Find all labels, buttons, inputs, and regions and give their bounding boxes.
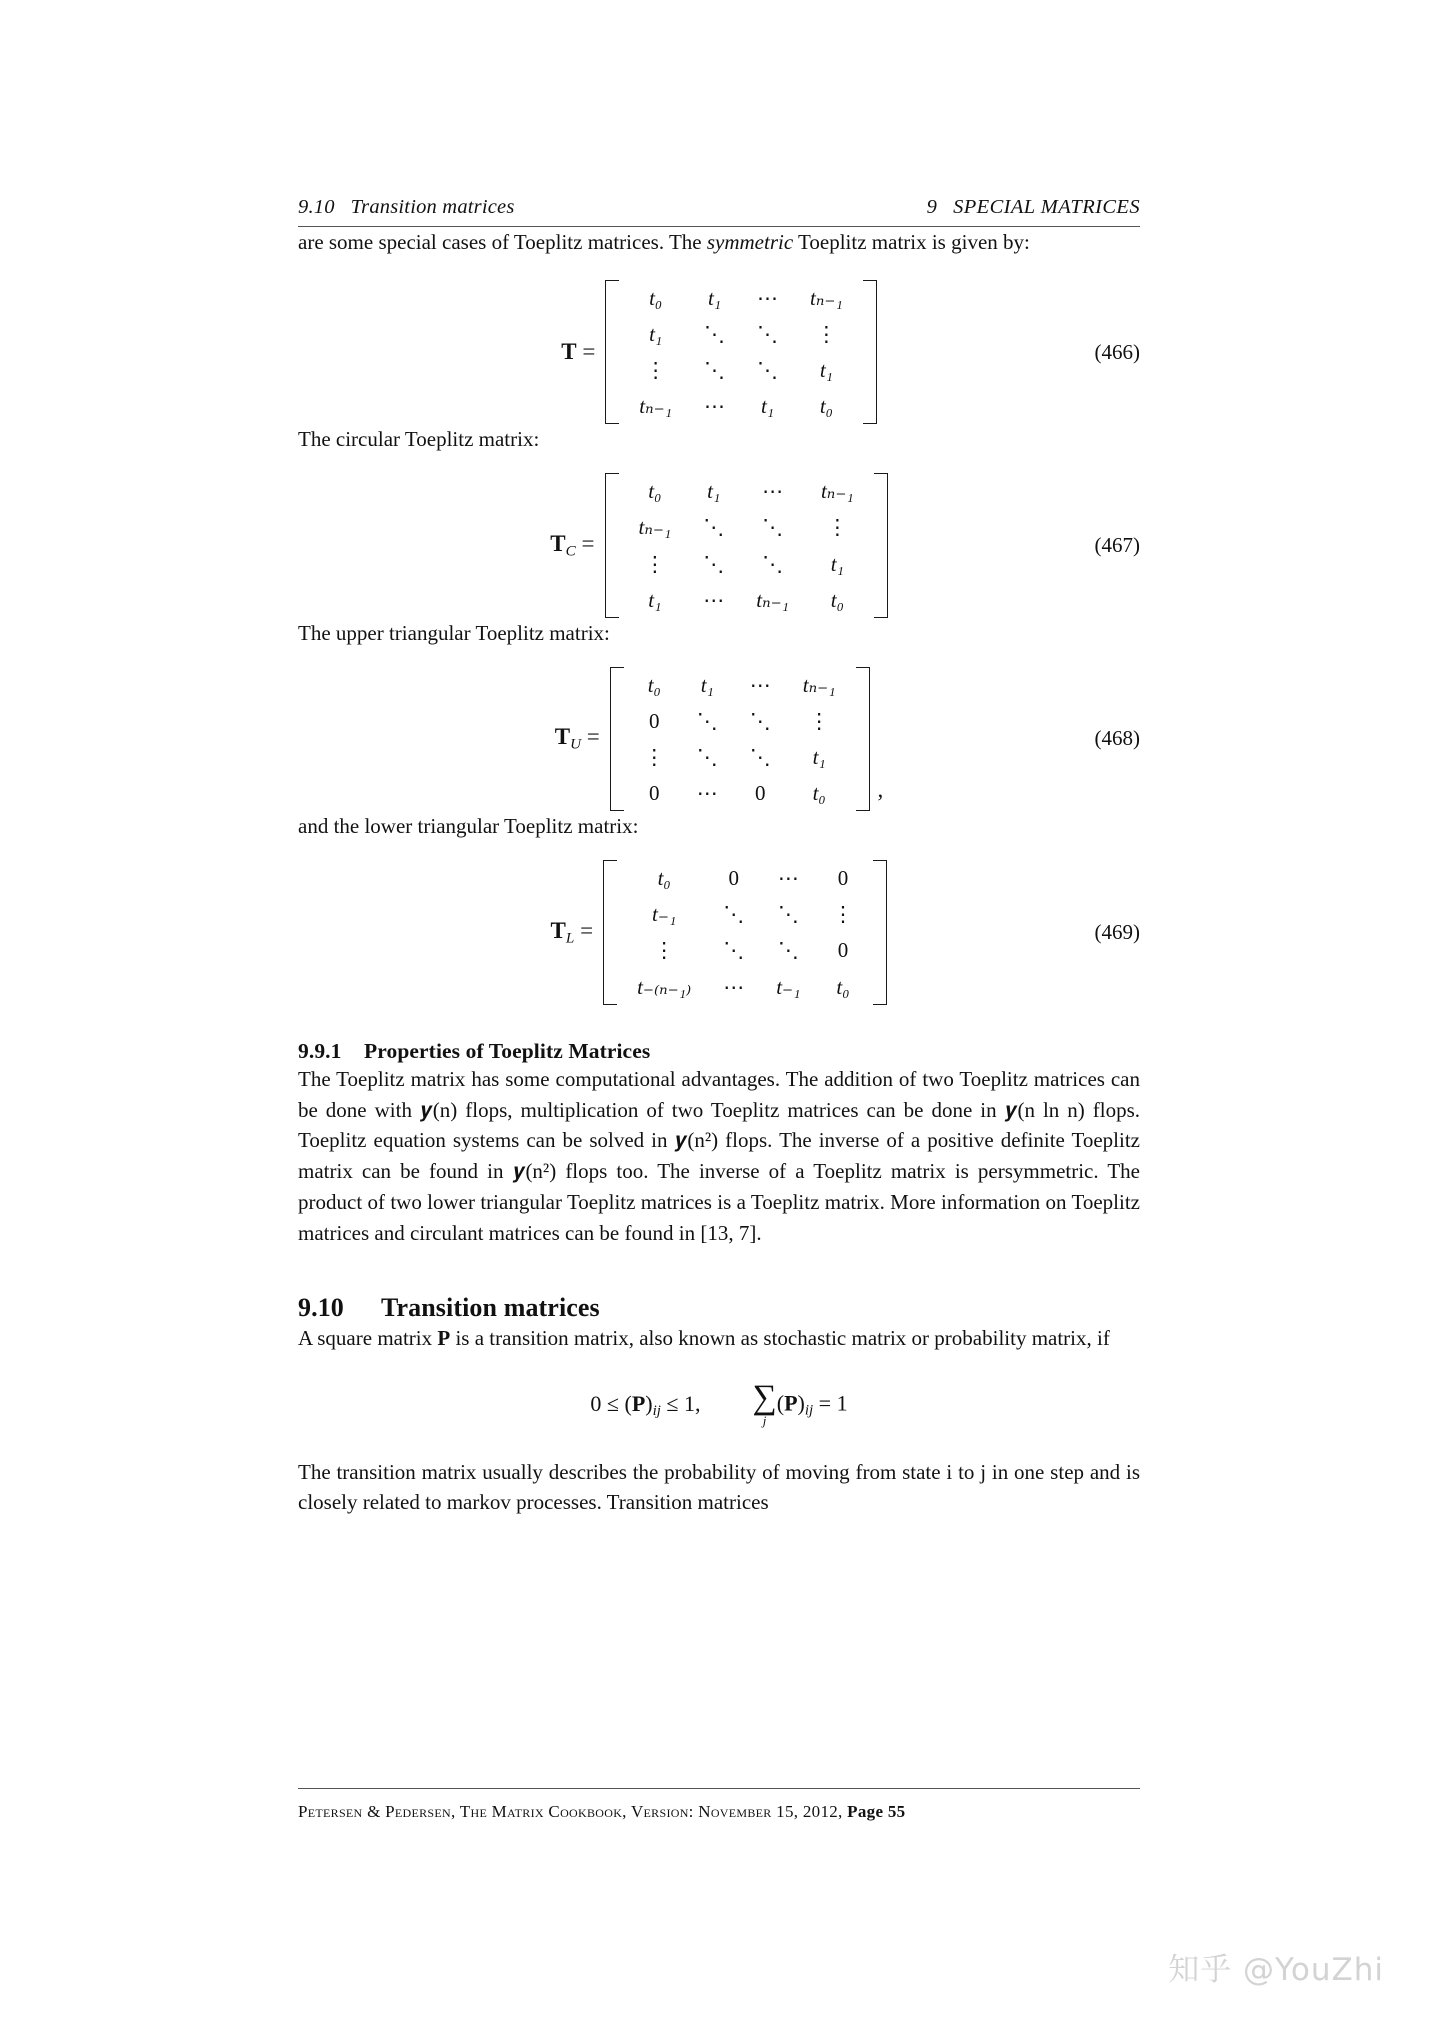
matrix-cell: t₀ — [657, 866, 671, 891]
bracket-right — [863, 280, 877, 425]
matrix-row — [623, 582, 870, 618]
equation-466-lhs — [561, 339, 595, 365]
matrix-cell: 0 — [837, 938, 849, 963]
running-header-right-title: SPECIAL MATRICES — [953, 196, 1140, 218]
matrix-cell: t₀ — [649, 285, 663, 310]
running-header-left — [298, 196, 515, 219]
running-header-left-title: Transition matrices — [350, 196, 515, 218]
matrix-row — [628, 775, 852, 811]
matrix-cell: ⋯ — [704, 394, 726, 419]
bracket-right — [874, 473, 888, 618]
matrix-row — [621, 932, 869, 968]
matrix-cell: ⋱ — [762, 515, 784, 540]
equation-block-469 — [298, 860, 1140, 1005]
paragraph-9-10-text-1: A square matrix — [298, 1325, 438, 1350]
equation-468-trailing-comma: , — [877, 777, 884, 803]
matrix-cell: ⋱ — [757, 322, 779, 346]
equals-sign: = — [580, 917, 594, 943]
matrix-cell: t₁ — [819, 358, 833, 383]
matrix-cell: t₋₁ — [776, 974, 801, 999]
matrix-row — [628, 739, 852, 775]
lead-in-circular: The circular Toeplitz matrix: — [298, 427, 540, 452]
matrix-cell: ⋮ — [808, 708, 830, 733]
matrix-cell: 0 — [649, 708, 660, 733]
matrix-symbol-P: P — [631, 1390, 646, 1416]
matrix-cell: 0 — [649, 781, 660, 806]
equation-number-468: (468) — [1094, 726, 1140, 751]
matrix-cell: ⋮ — [832, 902, 854, 927]
summation-index: j — [762, 1412, 767, 1428]
matrix-cell: ⋱ — [703, 551, 725, 576]
matrix-cell: ⋯ — [749, 672, 771, 697]
matrix-cell: ⋱ — [723, 938, 745, 963]
matrix-row — [623, 546, 870, 582]
matrix-symbol-T: T — [561, 339, 577, 365]
matrix-cell: ⋱ — [704, 322, 726, 346]
intro-text-2: Toeplitz matrix is given by: — [793, 230, 1030, 254]
matrix-cell: tₙ₋₁ — [820, 479, 854, 504]
equation-468-math — [555, 667, 884, 812]
matrix-symbol-TU: T — [554, 724, 571, 750]
footer-page-number: Page 55 — [847, 1802, 906, 1821]
heading-9-9-1 — [298, 1039, 1140, 1064]
equation-468-lhs — [555, 724, 600, 753]
sigma-icon: ∑ — [752, 1378, 777, 1416]
matrix-row — [621, 969, 869, 1005]
matrix-cell: t₁ — [760, 394, 775, 419]
running-header-left-number: 9.10 — [298, 196, 335, 218]
bracket-left — [603, 860, 617, 1005]
matrix-row — [623, 352, 858, 388]
bracket-right — [856, 667, 870, 812]
matrix-cell: t₀ — [812, 781, 826, 806]
heading-9-9-1-title: Properties of Toeplitz Matrices — [364, 1038, 651, 1063]
page-content — [298, 196, 1140, 1518]
matrix-row — [623, 316, 858, 352]
matrix-cell: ⋱ — [696, 708, 718, 733]
lead-in-upper: The upper triangular Toeplitz matrix: — [298, 620, 610, 645]
matrix-cell: t₀ — [830, 587, 844, 612]
matrix-symbol-P: P — [437, 1325, 451, 1350]
matrix-cell: t₁ — [707, 285, 722, 310]
bracket-left — [610, 667, 624, 812]
paragraph-9-10-body: The transition matrix usually describes the probability of moving from state i to j in one step and is closely related to markov processes. Transition matrices — [298, 1459, 1140, 1515]
matrix-row — [623, 280, 858, 316]
display-equation-left: 0 ≤ (P)ij ≤ 1, — [590, 1390, 701, 1419]
matrix-cell: tₙ₋₁ — [638, 515, 672, 540]
heading-9-10 — [298, 1293, 1140, 1323]
matrix-cell: ⋱ — [777, 938, 799, 963]
matrix-cell: ⋮ — [815, 322, 837, 346]
matrix-469 — [603, 860, 887, 1005]
matrix-cell: t₁ — [707, 479, 721, 504]
matrix-469-table — [621, 860, 869, 1005]
matrix-cell: t₋₍ₙ₋₁₎ — [637, 974, 692, 999]
paragraph-9-10-intro — [298, 1323, 1140, 1354]
matrix-cell: ⋮ — [653, 938, 675, 963]
matrix-row — [628, 703, 852, 739]
matrix-cell: t₁ — [648, 587, 662, 612]
paragraph-9-10-text-2: is a transition matrix, also known as stochastic matrix or probability matrix, if — [450, 1325, 1110, 1350]
matrix-subscript: C — [565, 542, 576, 560]
matrix-row — [623, 473, 870, 509]
equation-469-lhs — [551, 918, 594, 947]
matrix-cell: ⋯ — [703, 587, 725, 612]
matrix-466 — [605, 280, 876, 425]
display-equation-transition — [298, 1378, 1140, 1428]
matrix-cell: tₙ₋₁ — [802, 672, 836, 697]
equals-sign: = — [581, 530, 595, 556]
matrix-cell: ⋱ — [749, 708, 771, 733]
matrix-cell: 0 — [837, 866, 849, 891]
matrix-cell: ⋱ — [777, 902, 799, 927]
matrix-symbol-TL: T — [550, 917, 566, 943]
matrix-cell: ⋯ — [777, 866, 799, 891]
equation-469-math — [551, 860, 888, 1005]
matrix-cell: ⋯ — [757, 285, 779, 310]
matrix-cell: t₀ — [648, 479, 662, 504]
equation-number-467: (467) — [1094, 533, 1140, 558]
matrix-468 — [610, 667, 870, 812]
matrix-subscript: L — [565, 929, 575, 947]
matrix-cell: t₁ — [830, 551, 844, 576]
matrix-cell: ⋮ — [645, 358, 667, 383]
matrix-cell: ⋯ — [762, 479, 784, 504]
index-ij: ij — [652, 1402, 661, 1419]
matrix-cell: ⋱ — [762, 551, 784, 576]
matrix-cell: ⋯ — [723, 974, 745, 999]
footer-version: Version: November 15, 2012, — [630, 1802, 843, 1821]
equals-sign: = — [586, 724, 600, 750]
intro-emphasis: symmetric — [706, 230, 794, 254]
footer-authors: Petersen & Pedersen, — [298, 1802, 456, 1821]
running-header-right — [927, 196, 1140, 219]
matrix-cell: t₋₁ — [652, 902, 677, 927]
running-header — [298, 196, 1140, 227]
bracket-right — [873, 860, 887, 1005]
matrix-symbol-P: P — [784, 1390, 798, 1416]
matrix-cell: tₙ₋₁ — [810, 285, 843, 310]
equation-number-466: (466) — [1094, 339, 1140, 364]
running-header-right-number: 9 — [926, 196, 938, 218]
matrix-cell: t₀ — [819, 394, 833, 419]
matrix-row — [623, 509, 870, 545]
matrix-cell: ⋮ — [643, 744, 665, 769]
matrix-row — [621, 860, 869, 896]
display-equation-right: ∑ j (P)ij = 1 — [752, 1378, 848, 1428]
matrix-468-table — [628, 667, 852, 812]
matrix-cell: ⋱ — [696, 744, 718, 769]
footer-title: The Matrix Cookbook, — [459, 1802, 627, 1821]
matrix-row — [621, 896, 869, 932]
matrix-467-table — [623, 473, 870, 618]
equation-467-math — [550, 473, 887, 618]
intro-paragraph — [298, 227, 1140, 258]
matrix-cell: t₁ — [812, 744, 826, 769]
bracket-left — [605, 473, 619, 618]
matrix-cell: tₙ₋₁ — [756, 587, 789, 612]
matrix-cell: t₀ — [647, 672, 661, 697]
matrix-cell: ⋱ — [757, 358, 779, 383]
matrix-cell: ⋯ — [696, 781, 718, 806]
equals-sign: = — [582, 339, 596, 365]
matrix-cell: ⋱ — [723, 902, 745, 927]
paragraph-9-9-1: The Toeplitz matrix has some computational advantages. The addition of two Toeplitz matrices can be done with 𝒚(n) flops, multiplication of two Toeplitz matrices can be done in 𝒚(n ln n) flops. Toeplitz equation systems can be solved in 𝒚(n²) flops. The inverse of a positive definite Toeplitz matrix can be found in 𝒚(n²) flops too. The inverse of a Toeplitz matrix is persymmetric. The product of two lower triangular Toeplitz matrices is a Toeplitz matrix. More information on Toeplitz matrices and circulant matrices can be found in [13, 7]. — [298, 1066, 1140, 1245]
matrix-cell: ⋮ — [644, 551, 666, 576]
equation-466-math — [561, 280, 877, 425]
index-ij: ij — [804, 1402, 814, 1419]
equation-block-467 — [298, 473, 1140, 618]
matrix-cell: 0 — [728, 866, 739, 891]
matrix-cell: 0 — [755, 781, 766, 806]
matrix-row — [628, 667, 852, 703]
matrix-cell: t₁ — [649, 322, 663, 346]
matrix-cell: tₙ₋₁ — [639, 394, 673, 419]
matrix-467 — [605, 473, 888, 618]
equation-467-lhs — [550, 531, 594, 560]
heading-9-10-title: Transition matrices — [381, 1292, 600, 1322]
matrix-cell: t₁ — [700, 672, 714, 697]
intro-text-1: are some special cases of Toeplitz matrices. The — [298, 230, 707, 254]
lead-in-lower: and the lower triangular Toeplitz matrix: — [298, 814, 639, 839]
matrix-cell: ⋮ — [826, 515, 848, 540]
matrix-cell: ⋱ — [704, 358, 726, 383]
matrix-cell: ⋱ — [703, 515, 725, 540]
matrix-466-table — [623, 280, 858, 425]
matrix-row — [623, 388, 858, 424]
matrix-subscript: U — [570, 735, 582, 753]
equation-block-466 — [298, 280, 1140, 425]
equation-number-469: (469) — [1094, 919, 1140, 944]
heading-9-9-1-number: 9.9.1 — [298, 1038, 342, 1063]
zhihu-watermark: 知乎 @YouZhi — [1168, 1952, 1384, 1988]
equation-block-468 — [298, 667, 1140, 812]
summation-operator — [752, 1378, 777, 1428]
page-footer — [298, 1788, 1140, 1822]
heading-9-10-number: 9.10 — [298, 1292, 344, 1322]
matrix-cell: t₀ — [836, 974, 850, 999]
bracket-left — [605, 280, 619, 425]
matrix-symbol-TC: T — [550, 530, 566, 556]
matrix-cell: ⋱ — [749, 744, 771, 769]
